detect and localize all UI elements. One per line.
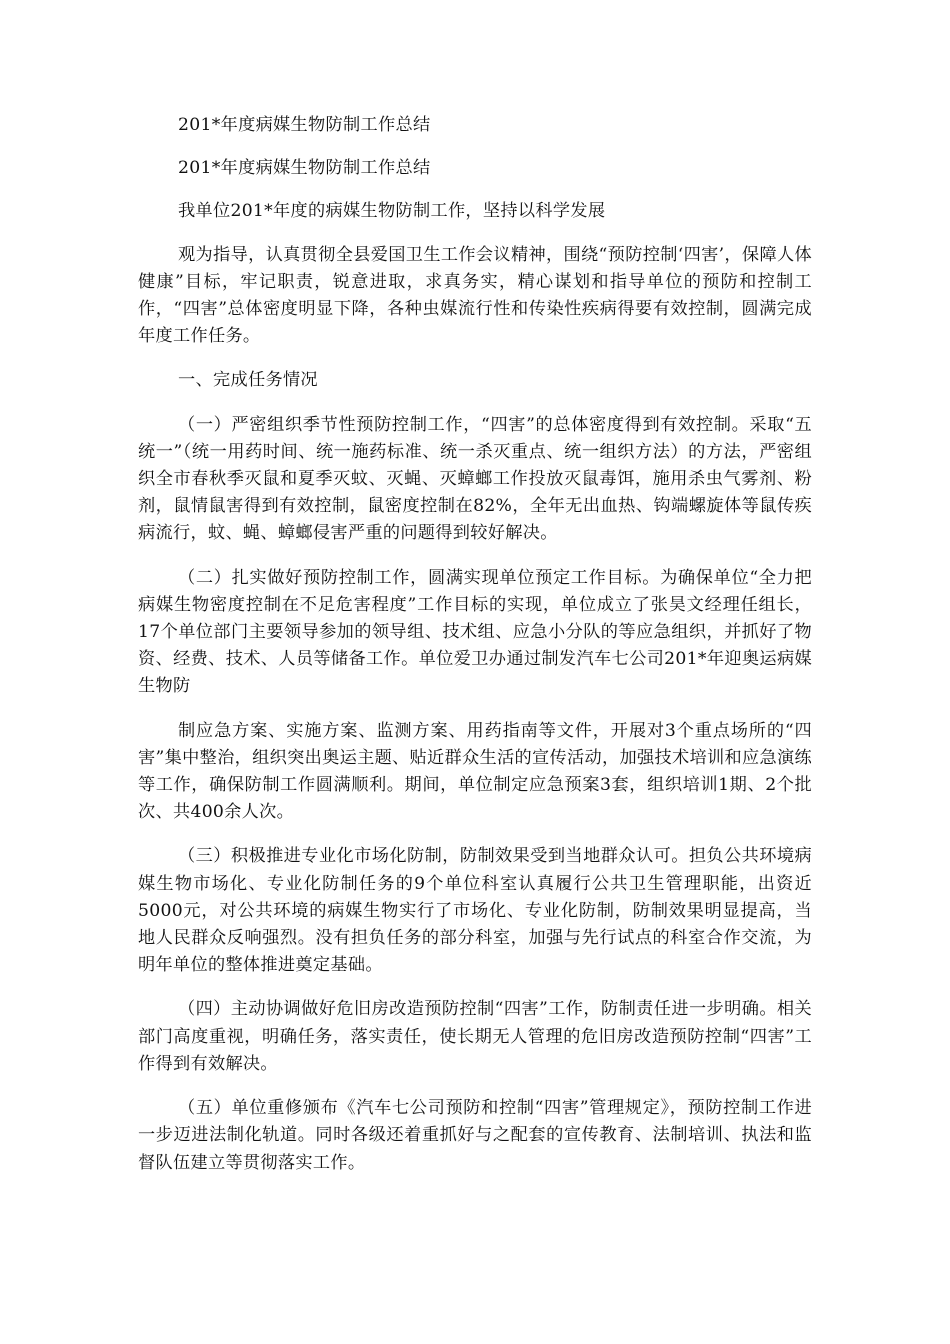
intro-paragraph: 观为指导，认真贯彻全县爱国卫生工作会议精神，围绕“预防控制‘四害’，保障人体健康”目标，牢记职责，锐意进取，求真务实，精心谋划和指导单位的预防和控制工作，“四害”总体密度明显下降，各种虫媒流行性和传染性疾病得要有效控制，圆满完成年度工作任务。	[138, 244, 812, 347]
section-heading: 一、完成任务情况	[178, 370, 318, 391]
list-item: （四）主动协调做好危旧房改造预防控制“四害”工作，防制责任进一步明确。相关部门高度重视，明确任务，落实责任，使长期无人管理的危旧房改造预防控制“四害”工作得到有效解决。	[138, 999, 812, 1074]
list-item: （二）扎实做好预防控制工作，圆满实现单位预定工作目标。为确保单位“全力把病媒生物密度控制在不足危害程度”工作目标的实现，单位成立了张昊文经理任组长，17个单位部门主要领导参加的领导组、技术组、应急小分队的等应急组织，并抓好了物资、经费、技术、人员等储备工作。单位爱卫办通过制发汽车七公司201*年迎奥运病媒生物防	[138, 567, 812, 697]
document-subtitle: 201*年度病媒生物防制工作总结	[178, 158, 431, 179]
list-item: （五）单位重修颁布《汽车七公司预防和控制“四害”管理规定》，预防控制工作进一步迈进法制化轨道。同时各级还着重抓好与之配套的宣传教育、法制培训、执法和监督队伍建立等贯彻落实工作。	[138, 1098, 812, 1173]
document-title: 201*年度病媒生物防制工作总结	[178, 115, 431, 135]
list-item: （一）严密组织季节性预防控制工作，“四害”的总体密度得到有效控制。采取“五统一”（统一用药时间、统一施药标准、统一杀灭重点、统一组织方法）的方法，严密组织全市春秋季灭鼠和夏季灭蚊、灭蝇、灭蟑螂工作投放灭鼠毒饵，施用杀虫气雾剂、粉剂，鼠情鼠害得到有效控制，鼠密度控制在82%，全年无出血热、钩端螺旋体等鼠传疾病流行，蚊、蝇、蟑螂侵害严重的问题得到较好解决。	[138, 414, 812, 544]
intro-line: 我单位201*年度的病媒生物防制工作，坚持以科学发展	[178, 201, 606, 222]
list-item-continuation: 制应急方案、实施方案、监测方案、用药指南等文件，开展对3个重点场所的“四害”集中整治，组织突出奥运主题、贴近群众生活的宣传活动，加强技术培训和应急演练等工作，确保防制工作圆满顺利。期间，单位制定应急预案3套，组织培训1期、2个批次、共400余人次。	[138, 720, 812, 823]
list-item: （三）积极推进专业化市场化防制，防制效果受到当地群众认可。担负公共环境病媒生物市场化、专业化防制任务的9个单位科室认真履行公共卫生管理职能，出资近5000元，对公共环境的病媒生物实行了市场化、专业化防制，防制效果明显提高，当地人民群众反响强烈。没有担负任务的部分科室，加强与先行试点的科室合作交流，为明年单位的整体推进奠定基础。	[138, 846, 812, 976]
